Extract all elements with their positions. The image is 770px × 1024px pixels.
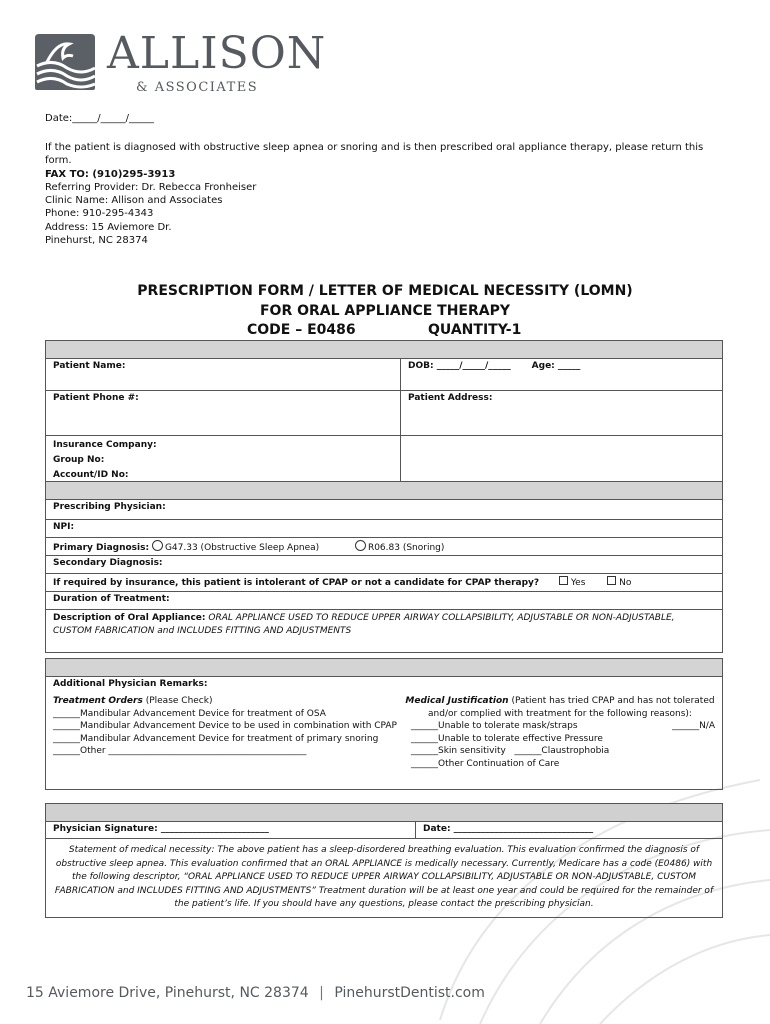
clinic-phone: Phone: 910-295-4343 xyxy=(45,208,154,220)
reason-claustrophobia[interactable]: ______Claustrophobia xyxy=(514,746,610,756)
primary-dx-snoring-radio[interactable] xyxy=(355,540,366,551)
clinic-address-line1: Address: 15 Aviemore Dr. xyxy=(45,221,172,233)
patient-info-table xyxy=(45,340,723,486)
remarks-table xyxy=(45,658,723,790)
reason-skin-sensitivity[interactable]: ______Skin sensitivity xyxy=(411,746,506,756)
clinic-name: Clinic Name: Allison and Associates xyxy=(45,195,223,207)
secondary-diagnosis-field[interactable]: Secondary Diagnosis: xyxy=(53,558,163,568)
reason-other[interactable]: ______Other Continuation of Care xyxy=(411,758,560,769)
age-field[interactable]: Age: _____ xyxy=(531,361,581,371)
cpap-yes-checkbox[interactable] xyxy=(559,576,568,585)
group-no-field[interactable]: Group No: xyxy=(53,455,105,465)
logo-subtitle: & ASSOCIATES xyxy=(136,80,259,95)
order-item[interactable]: ______Mandibular Advancement Device to be used in combination with CPAP xyxy=(53,721,397,731)
order-item[interactable]: ______Mandibular Advancement Device for treatment of primary snoring xyxy=(53,733,379,744)
primary-diagnosis-label: Primary Diagnosis: xyxy=(53,543,150,553)
primary-dx-osa-label: G47.33 (Obstructive Sleep Apnea) xyxy=(164,543,320,553)
footer-address: 15 Aviemore Drive, Pinehurst, NC 28374 xyxy=(26,985,309,1001)
footer xyxy=(26,985,485,1001)
intro-text: If the patient is diagnosed with obstructive sleep apnea or snoring and is then prescribed oral appliance therapy, please return this form. xyxy=(45,142,704,167)
footer-separator: | xyxy=(319,985,324,1001)
insurance-company-field[interactable]: Insurance Company: xyxy=(53,440,157,450)
order-item[interactable]: ______Mandibular Advancement Device for treatment of OSA xyxy=(53,708,326,719)
remarks-label: Additional Physician Remarks: xyxy=(53,679,208,689)
statement-of-necessity: Statement of medical necessity: The above patient has a sleep-disordered breathing evaluation. This evaluation confirmed the diagnosis of obstructive sleep apnea. This evaluation confirmed that an ORAL APPLIANCE is medically necessary. Currently, Medicare has a code (E0486) with the following descriptor, “ORAL APPLIANCE USED TO REDUCE UPPER AIRWAY COLLAPSIBILITY, ADJUSTABLE OR NON-ADJUSTABLE, CUSTOM FABRICATION and INCLUDES FITTING AND ADJUSTMENTS” Treatment duration will be at least one year and could be required for the remainder of the patient’s life. If you should have any questions, please contact the prescribing physician. xyxy=(46,839,723,918)
primary-dx-osa-radio[interactable] xyxy=(152,540,163,551)
cpap-yes-label: Yes xyxy=(570,578,586,588)
signature-date-field[interactable]: Date: _______________________________ xyxy=(423,824,594,834)
cpap-no-label: No xyxy=(619,578,632,588)
reason-mask-straps[interactable]: ______Unable to tolerate mask/straps xyxy=(411,721,578,731)
duration-of-treatment-field[interactable]: Duration of Treatment: xyxy=(53,594,170,604)
primary-dx-snoring-label: R06.83 (Snoring) xyxy=(367,543,445,553)
referring-provider: Referring Provider: Dr. Rebecca Fronheiser xyxy=(45,181,257,193)
code-label: CODE – E0486 xyxy=(247,322,356,338)
description-text: ORAL APPLIANCE USED TO REDUCE UPPER AIRWAY COLLAPSIBILITY, ADJUSTABLE OR NON-ADJUSTABLE, CUSTOM FABRICATION and INCLUDES FITTING AND ADJUSTMENTS xyxy=(53,613,675,636)
prescribing-physician-field[interactable]: Prescribing Physician: xyxy=(53,502,166,512)
fax-number: FAX TO: (910)295-3913 xyxy=(45,168,176,180)
order-item[interactable]: ______Other ____________________________________________ xyxy=(53,746,307,756)
dob-field[interactable]: DOB: _____/_____/_____ xyxy=(408,361,511,371)
physician-signature-field[interactable]: Physician Signature: ________________________ xyxy=(53,824,269,834)
treatment-orders-title: Treatment Orders xyxy=(53,696,143,706)
form-title-line1: PRESCRIPTION FORM / LETTER OF MEDICAL NECESSITY (LOMN) xyxy=(137,283,633,299)
description-label: Description of Oral Appliance: xyxy=(53,613,206,623)
physician-info-table xyxy=(45,481,723,653)
medical-justification-title: Medical Justification xyxy=(405,696,509,706)
patient-address-field[interactable]: Patient Address: xyxy=(408,393,493,403)
cpap-question: If required by insurance, this patient is intolerant of CPAP or not a candidate for CPAP therapy? xyxy=(53,578,540,588)
reason-pressure[interactable]: ______Unable to tolerate effective Pressure xyxy=(411,733,603,744)
cpap-no-checkbox[interactable] xyxy=(607,576,616,585)
form-title-line2: FOR ORAL APPLIANCE THERAPY xyxy=(259,303,511,319)
signature-table xyxy=(45,803,723,918)
reason-na[interactable]: ______N/A xyxy=(672,721,715,731)
footer-website[interactable]: PinehurstDentist.com xyxy=(334,985,485,1001)
allison-logo-icon xyxy=(33,32,97,92)
patient-name-field[interactable]: Patient Name: xyxy=(53,361,126,371)
please-check-note: (Please Check) xyxy=(145,696,213,706)
clinic-address-line2: Pinehurst, NC 28374 xyxy=(45,235,148,247)
intro-block xyxy=(45,141,725,247)
justification-intro: (Patient has tried CPAP and has not tolerated and/or complied with treatment for the following reasons): xyxy=(428,696,715,719)
logo-name: ALLISON xyxy=(107,28,327,79)
patient-phone-field[interactable]: Patient Phone #: xyxy=(53,393,139,403)
npi-field[interactable]: NPI: xyxy=(53,522,75,532)
date-line: Date:_____/_____/_____ xyxy=(45,113,155,124)
account-id-field[interactable]: Account/ID No: xyxy=(53,470,129,480)
quantity-label: QUANTITY-1 xyxy=(428,322,522,338)
